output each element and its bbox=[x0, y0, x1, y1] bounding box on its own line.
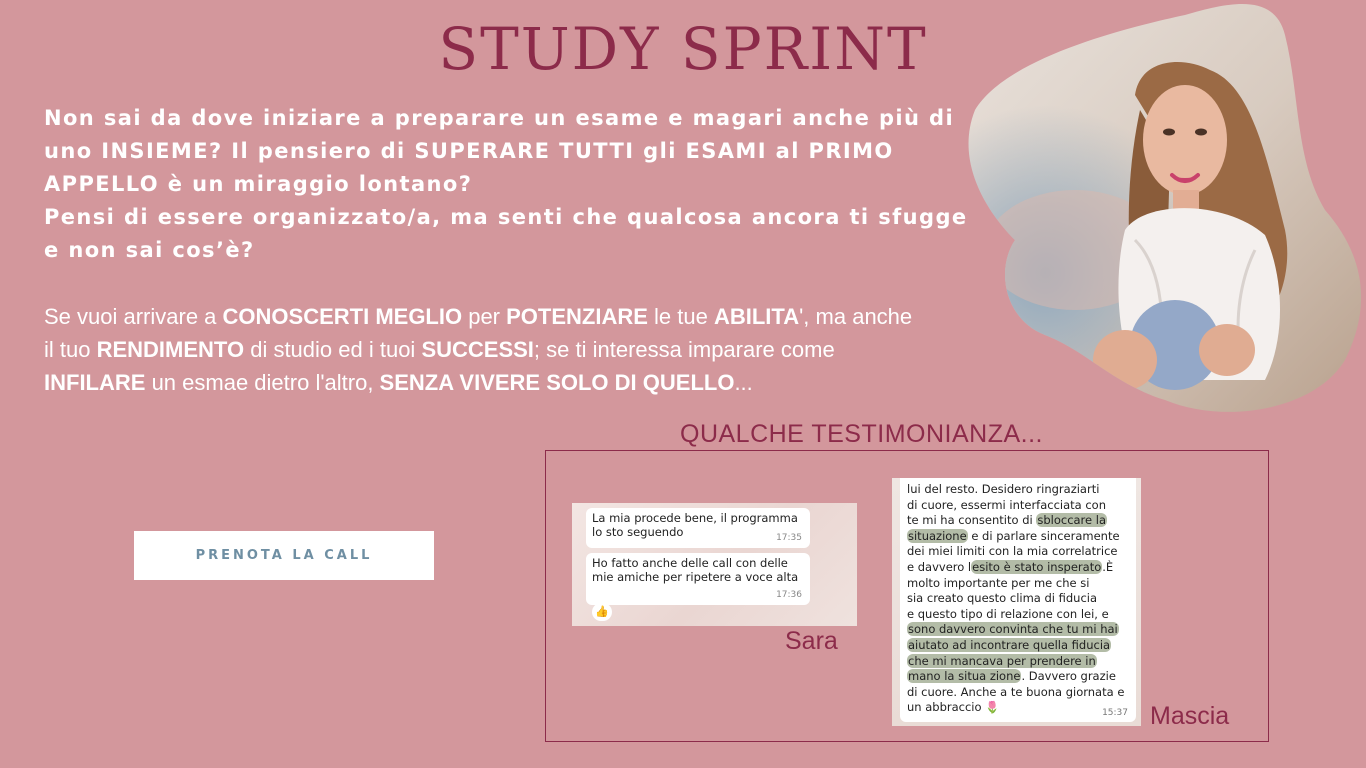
pitch-line-3: INFILARE un esmae dietro l'altro, SENZA VIVERE SOLO DI QUELLO... bbox=[44, 370, 753, 395]
chat-message bbox=[586, 553, 810, 605]
intro-questions bbox=[44, 102, 1004, 267]
chat-line bbox=[907, 654, 1097, 668]
chat-line bbox=[907, 700, 1000, 714]
chat-text: di cuore. Anche a te buona giornata e bbox=[907, 684, 1125, 699]
testimonial-author-sara: Sara bbox=[785, 627, 838, 655]
intro-line: uno INSIEME? Il pensiero di SUPERARE TUTTI gli ESAMI al PRIMO bbox=[44, 139, 894, 163]
chat-text: e di parlare sinceramente bbox=[967, 528, 1120, 543]
highlighted-text: mano la situa zione bbox=[908, 669, 1021, 684]
highlighted-text: esito è stato insperato bbox=[972, 560, 1102, 574]
intro-line: e non sai cos’è? bbox=[44, 238, 255, 262]
chat-text: e questo tipo di relazione con lei, e bbox=[907, 606, 1109, 621]
intro-line: Non sai da dove iniziare a preparare un esame e magari anche più di bbox=[44, 106, 955, 130]
chat-line bbox=[907, 560, 1113, 574]
chat-line bbox=[907, 607, 1109, 621]
testimonials-heading: QUALCHE TESTIMONIANZA... bbox=[680, 420, 1043, 448]
pitch-paragraph bbox=[44, 300, 1004, 399]
sara-chat-screenshot bbox=[572, 503, 857, 626]
chat-text: un abbraccio 🌷 bbox=[907, 700, 1000, 715]
chat-text: te mi ha consentito di bbox=[907, 513, 1037, 528]
chat-line bbox=[907, 544, 1118, 558]
page-title: STUDY SPRINT bbox=[438, 15, 928, 83]
chat-text: mie amiche per ripetere a voce alta bbox=[592, 570, 799, 584]
pitch-line-1: Se vuoi arrivare a CONOSCERTI MEGLIO per POTENZIARE le tue ABILITA', ma anche bbox=[44, 304, 913, 329]
chat-timestamp: 15:37 bbox=[1102, 708, 1128, 718]
highlighted-text: sono davvero convinta che tu mi hai bbox=[908, 622, 1118, 637]
chat-text: di cuore, essermi interfacciata con bbox=[907, 497, 1107, 512]
chat-line bbox=[907, 622, 1119, 636]
chat-text: dei miei limiti con la mia correlatrice bbox=[907, 544, 1118, 559]
chat-text: La mia procede bene, il programma bbox=[592, 511, 798, 525]
chat-text: .È bbox=[1102, 560, 1114, 574]
chat-line bbox=[907, 638, 1111, 652]
chat-text: lo sto seguendo bbox=[592, 525, 684, 539]
chat-text: sia creato questo clima di fiducia bbox=[907, 591, 1098, 606]
chat-text: e davvero l bbox=[907, 560, 972, 574]
chat-text: Ho fatto anche delle call con delle bbox=[592, 556, 788, 570]
intro-line: APPELLO è un miraggio lontano? bbox=[44, 172, 473, 196]
chat-line bbox=[907, 685, 1124, 699]
highlighted-text: sbloccare la bbox=[1037, 513, 1107, 528]
chat-text: . Davvero grazie bbox=[1021, 669, 1116, 684]
chat-line bbox=[907, 591, 1097, 605]
chat-message bbox=[900, 478, 1136, 722]
chat-line bbox=[907, 513, 1107, 527]
chat-text: lui del resto. Desidero ringraziarti bbox=[907, 482, 1100, 496]
intro-line: Pensi di essere organizzato/a, ma senti che qualcosa ancora ti sfugge bbox=[44, 205, 968, 229]
testimonial-author-mascia: Mascia bbox=[1150, 702, 1230, 730]
chat-text: molto importante per me che si bbox=[907, 575, 1090, 590]
highlighted-text: aiutato ad incontrare quella fiducia bbox=[908, 638, 1111, 652]
chat-line bbox=[907, 669, 1116, 683]
portrait-photo bbox=[965, 0, 1366, 420]
chat-line bbox=[907, 529, 1120, 543]
chat-line bbox=[907, 482, 1099, 496]
chat-timestamp: 17:36 bbox=[776, 590, 802, 600]
book-call-button[interactable]: PRENOTA LA CALL bbox=[134, 531, 434, 580]
chat-line bbox=[907, 498, 1106, 512]
highlighted-text: che mi mancava per prendere in bbox=[908, 653, 1096, 668]
chat-line bbox=[907, 576, 1089, 590]
highlighted-text: situazione bbox=[908, 528, 967, 543]
thumbs-up-icon: 👍 bbox=[592, 603, 612, 621]
pitch-line-2: il tuo RENDIMENTO di studio ed i tuoi SUCCESSI; se ti interessa imparare come bbox=[44, 337, 835, 362]
chat-timestamp: 17:35 bbox=[776, 533, 802, 543]
chat-message bbox=[586, 508, 810, 548]
mascia-chat-screenshot bbox=[892, 478, 1141, 726]
